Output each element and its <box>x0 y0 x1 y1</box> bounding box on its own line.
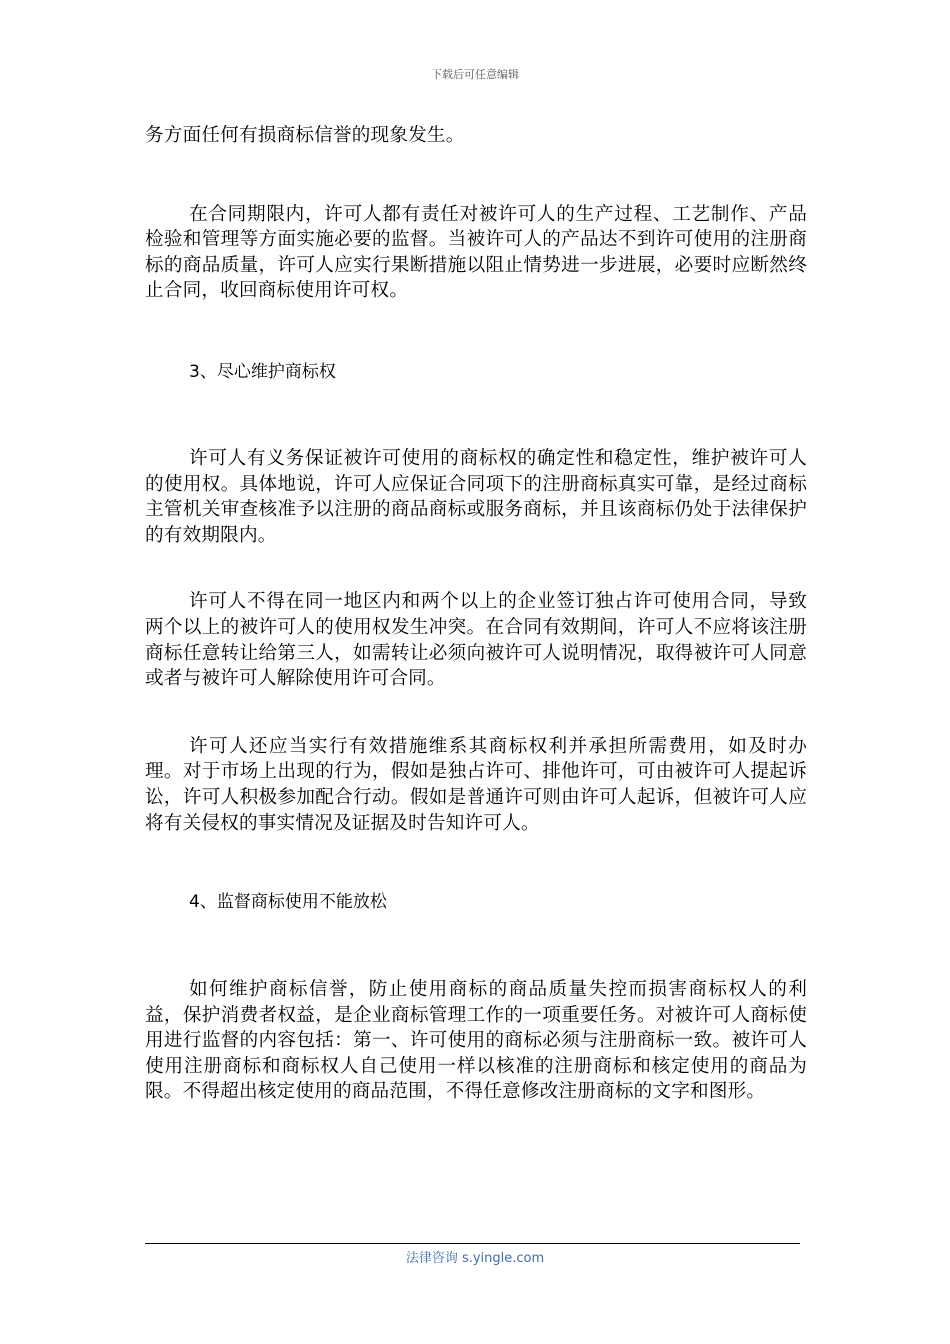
paragraph-enforcement: 许可人还应当实行有效措施维系其商标权利并承担所需费用，如及时办理。对于市场上出现的行为，假如是独占许可、排他许可，可由被许可人提起诉讼，许可人积极参加配合行动。假如是普通许可则由许可人起诉，但被许可人应将有关侵权的事实情况及证据及时告知许可人。 <box>145 735 807 834</box>
paragraph-trademark-rights: 许可人有义务保证被许可使用的商标权的确定性和稳定性，维护被许可人的使用权。具体地说，许可人应保证合同项下的注册商标真实可靠，是经过商标主管机关审查核准予以注册的商品商标或服务商标，并且该商标仍处于法律保护的有效期限内。 <box>145 447 807 546</box>
page-header: 下载后可任意编辑 <box>431 68 519 81</box>
footer-link[interactable]: 法律咨询 s.yingle.com <box>405 1251 545 1266</box>
section-heading-3: 3、尽心维护商标权 <box>189 361 336 382</box>
paragraph-supervision: 在合同期限内，许可人都有责任对被许可人的生产过程、工艺制作、产品检验和管理等方面实施必要的监督。当被许可人的产品达不到许可使用的注册商标的商品质量，许可人应实行果断措施以阻止情势进一步进展，必要时应断然终止合同，收回商标使用许可权。 <box>145 203 807 302</box>
paragraph-continuation: 务方面任何有损商标信誉的现象发生。 <box>145 125 465 146</box>
paragraph-exclusive-license: 许可人不得在同一地区内和两个以上的企业签订独占许可使用合同，导致两个以上的被许可人的使用权发生冲突。在合同有效期间，许可人不应将该注册商标任意转让给第三人，如需转让必须向被许可人说明情况，取得被许可人同意或者与被许可人解除使用许可合同。 <box>145 591 807 690</box>
paragraph-monitoring: 如何维护商标信誉，防止使用商标的商品质量失控而损害商标权人的利益，保护消费者权益，是企业商标管理工作的一项重要任务。对被许可人商标使用进行监督的内容包括：第一、许可使用的商标必须与注册商标一致。被许可人使用注册商标和商标权人自己使用一样以核准的注册商标和核定使用的商品为限。不得超出核定使用的商品范围，不得任意修改注册商标的文字和图形。 <box>145 979 807 1103</box>
footer-divider <box>145 1243 800 1244</box>
section-heading-4: 4、监督商标使用不能放松 <box>189 892 387 913</box>
document-body <box>145 123 807 1105</box>
